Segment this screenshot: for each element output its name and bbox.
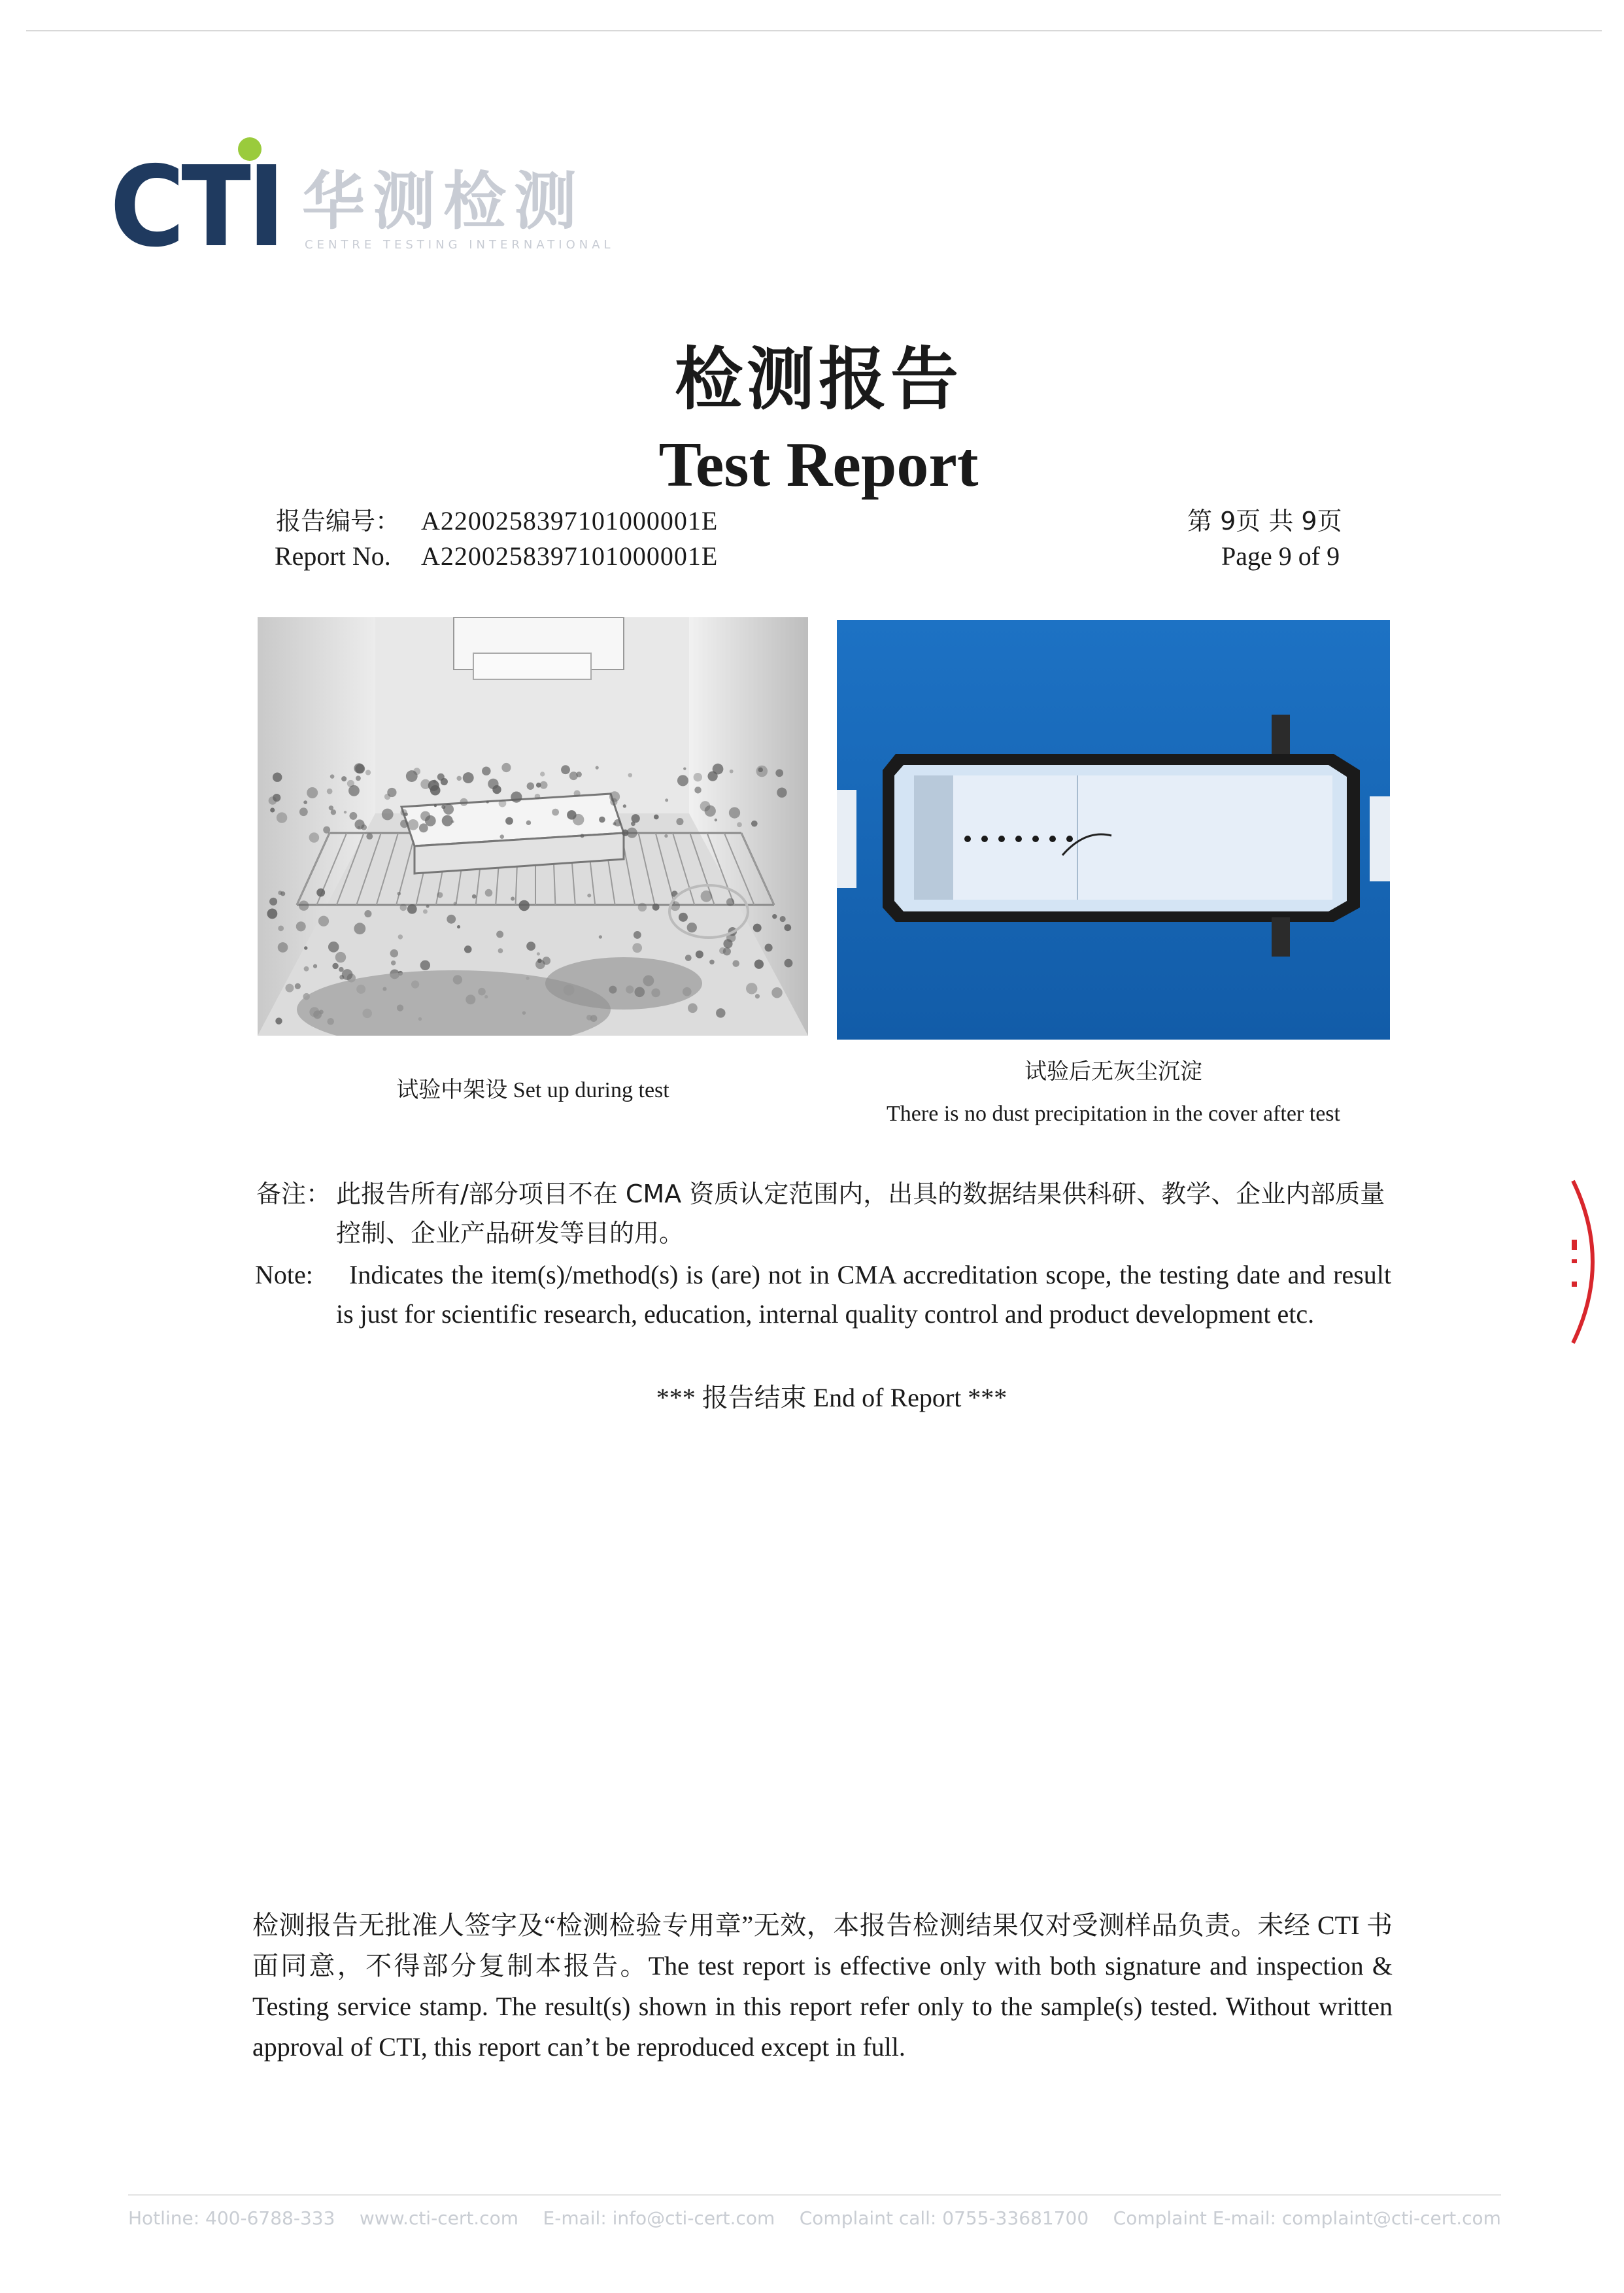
end-of-report: *** 报告结束 End of Report *** <box>656 1383 1007 1412</box>
report-no-label-en: Report No. <box>275 541 391 571</box>
footer-complaint-email: Complaint E-mail: complaint@cti-cert.com <box>1113 2207 1501 2229</box>
disclaimer-text: 检测报告无批准人签字及“检测检验专用章”无效，本报告检测结果仅对受测样品负责。未经 CTI 书面同意，不得部分复制本报告。The test report is effective only with both signature and inspection & Testing service stamp. The result(s) shown in this report refer only to the sample(s) tested. Without written approval of CTI, this report can’t be reproduced except in full. <box>252 1911 1393 2062</box>
caption-test-setup: 试验中架设 Set up during test <box>396 1078 669 1102</box>
report-no-label-cn: 报告编号： <box>276 507 401 535</box>
logo-name-cn: 华测检测 <box>302 165 584 238</box>
footer-complaint-call: Complaint call: 0755-33681700 <box>799 2207 1089 2229</box>
note-label-cn: 备注： <box>256 1180 331 1208</box>
caption-cover-cn: 试验后无灰尘沉淀 <box>1024 1060 1202 1084</box>
page-number-en: Page 9 of 9 <box>1221 541 1340 571</box>
photo-test-setup <box>258 617 808 1036</box>
note-label-en: Note: <box>255 1260 313 1289</box>
report-no-value-cn: A2200258397101000001E <box>421 506 719 535</box>
seal-fragment <box>1566 1177 1619 1347</box>
logo-name-en: CENTRE TESTING INTERNATIONAL <box>305 238 615 252</box>
report-title-en: Test Report <box>658 430 979 500</box>
footer-email: E-mail: info@cti-cert.com <box>543 2207 775 2229</box>
photo-cover-after-test <box>837 620 1390 1040</box>
logo-brand: CTI <box>110 143 282 272</box>
top-divider <box>26 30 1602 31</box>
page-number-cn: 第 9页 共 9页 <box>1187 507 1342 535</box>
footer-divider <box>128 2194 1501 2196</box>
caption-cover-en: There is no dust precipitation in the cover after test <box>887 1102 1340 1126</box>
report-no-value-en: A2200258397101000001E <box>421 541 719 571</box>
note-text-cn: 此报告所有/部分项目不在 CMA 资质认定范围内，出具的数据结果供科研、教学、企业内部质量控制、企业产品研发等目的用。 <box>336 1180 1385 1248</box>
footer-website: www.cti-cert.com <box>359 2207 519 2229</box>
report-title-cn: 检测报告 <box>674 339 962 419</box>
note-text-en: Indicates the item(s)/method(s) is (are) not in CMA accreditation scope, the testing date and result is just for scientific research, education, internal quality control and product development etc. <box>336 1260 1391 1329</box>
footer <box>128 2207 1501 2229</box>
footer-hotline: Hotline: 400-6788-333 <box>128 2207 335 2229</box>
